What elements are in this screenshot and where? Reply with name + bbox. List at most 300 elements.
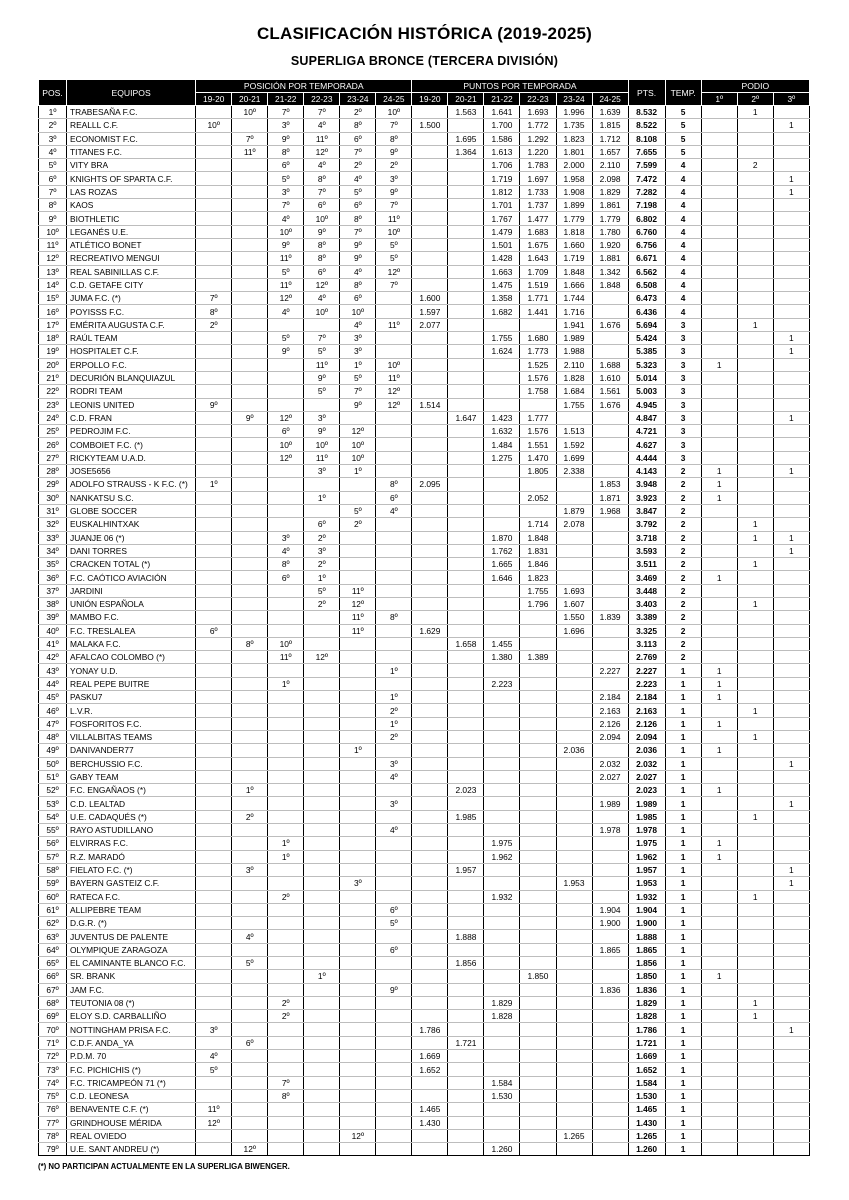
cell-pts-24-25: 1.639 bbox=[592, 106, 628, 119]
cell-pts-23-24 bbox=[556, 730, 592, 743]
cell-pts-20-21 bbox=[448, 1076, 484, 1089]
cell-seasons-count: 4 bbox=[665, 305, 701, 318]
cell-total-points: 5.424 bbox=[628, 332, 665, 345]
cell-pts-19-20: 1.514 bbox=[412, 398, 448, 411]
cell-podio-third bbox=[773, 890, 809, 903]
cell-pts-23-24 bbox=[556, 1063, 592, 1076]
cell-podio-first: 1 bbox=[701, 970, 737, 983]
cell-pos-19-20 bbox=[196, 850, 232, 863]
cell-position: 74º bbox=[39, 1076, 67, 1089]
cell-pos-20-21 bbox=[232, 730, 268, 743]
cell-pos-22-23 bbox=[304, 890, 340, 903]
cell-pos-21-22 bbox=[268, 385, 304, 398]
cell-pts-23-24 bbox=[556, 558, 592, 571]
cell-podio-third bbox=[773, 571, 809, 584]
cell-podio-first: 1 bbox=[701, 691, 737, 704]
cell-podio-second bbox=[737, 637, 773, 650]
table-row bbox=[39, 504, 810, 517]
cell-pts-24-25 bbox=[592, 438, 628, 451]
cell-pos-24-25 bbox=[376, 1063, 412, 1076]
cell-pos-23-24: 11º bbox=[340, 611, 376, 624]
cell-pts-22-23: 1.576 bbox=[520, 425, 556, 438]
cell-podio-second: 1 bbox=[737, 810, 773, 823]
cell-podio-second bbox=[737, 744, 773, 757]
cell-pos-22-23 bbox=[304, 824, 340, 837]
cell-pos-20-21 bbox=[232, 332, 268, 345]
cell-pos-22-23 bbox=[304, 770, 340, 783]
cell-pos-20-21: 3º bbox=[232, 863, 268, 876]
cell-team-name: TEUTONIA 08 (*) bbox=[67, 996, 196, 1009]
cell-pts-23-24 bbox=[556, 1023, 592, 1036]
cell-pos-22-23: 3º bbox=[304, 544, 340, 557]
cell-pts-20-21 bbox=[448, 1143, 484, 1156]
cell-pts-19-20 bbox=[412, 544, 448, 557]
cell-pts-20-21 bbox=[448, 877, 484, 890]
cell-position: 17º bbox=[39, 318, 67, 331]
cell-pos-21-22 bbox=[268, 1063, 304, 1076]
cell-pos-24-25: 2º bbox=[376, 159, 412, 172]
cell-pts-19-20 bbox=[412, 371, 448, 384]
cell-pos-20-21 bbox=[232, 970, 268, 983]
cell-pts-19-20 bbox=[412, 212, 448, 225]
cell-seasons-count: 2 bbox=[665, 624, 701, 637]
cell-podio-third: 1 bbox=[773, 797, 809, 810]
cell-pos-21-22 bbox=[268, 1050, 304, 1063]
cell-position: 58º bbox=[39, 863, 67, 876]
cell-pos-20-21 bbox=[232, 185, 268, 198]
cell-pts-21-22: 1.584 bbox=[484, 1076, 520, 1089]
cell-pos-21-22: 9º bbox=[268, 132, 304, 145]
cell-seasons-count: 1 bbox=[665, 943, 701, 956]
cell-podio-third bbox=[773, 717, 809, 730]
table-row bbox=[39, 624, 810, 637]
cell-pos-21-22 bbox=[268, 957, 304, 970]
cell-pos-24-25: 10º bbox=[376, 106, 412, 119]
cell-pts-22-23 bbox=[520, 957, 556, 970]
cell-pos-23-24 bbox=[340, 970, 376, 983]
table-row bbox=[39, 837, 810, 850]
cell-team-name: RATECA F.C. bbox=[67, 890, 196, 903]
cell-pts-20-21 bbox=[448, 651, 484, 664]
cell-pos-21-22 bbox=[268, 757, 304, 770]
cell-pos-21-22 bbox=[268, 518, 304, 531]
cell-pts-23-24: 1.879 bbox=[556, 504, 592, 517]
cell-pos-22-23 bbox=[304, 504, 340, 517]
cell-pts-21-22: 1.682 bbox=[484, 305, 520, 318]
cell-pts-19-20 bbox=[412, 1076, 448, 1089]
cell-pts-19-20 bbox=[412, 651, 448, 664]
cell-pts-23-24: 1.941 bbox=[556, 318, 592, 331]
cell-podio-first bbox=[701, 185, 737, 198]
cell-pts-21-22 bbox=[484, 903, 520, 916]
cell-total-points: 3.448 bbox=[628, 584, 665, 597]
cell-podio-first bbox=[701, 318, 737, 331]
cell-pos-23-24: 10º bbox=[340, 451, 376, 464]
cell-pts-20-21 bbox=[448, 238, 484, 251]
table-row bbox=[39, 863, 810, 876]
cell-position: 14º bbox=[39, 278, 67, 291]
cell-position: 7º bbox=[39, 185, 67, 198]
cell-podio-third bbox=[773, 1103, 809, 1116]
cell-pts-20-21 bbox=[448, 1023, 484, 1036]
cell-pos-24-25: 2º bbox=[376, 730, 412, 743]
cell-team-name: EMÉRITA AUGUSTA C.F. bbox=[67, 318, 196, 331]
cell-pts-24-25 bbox=[592, 996, 628, 1009]
header-podio-3: 3º bbox=[773, 93, 809, 106]
cell-podio-third bbox=[773, 225, 809, 238]
cell-podio-third: 1 bbox=[773, 465, 809, 478]
cell-total-points: 3.389 bbox=[628, 611, 665, 624]
cell-podio-second bbox=[737, 292, 773, 305]
cell-team-name: RODRI TEAM bbox=[67, 385, 196, 398]
cell-pos-23-24: 7º bbox=[340, 225, 376, 238]
cell-pos-20-21 bbox=[232, 611, 268, 624]
cell-total-points: 8.522 bbox=[628, 119, 665, 132]
cell-pts-23-24: 1.660 bbox=[556, 238, 592, 251]
cell-podio-first bbox=[701, 411, 737, 424]
cell-podio-second bbox=[737, 717, 773, 730]
cell-position: 6º bbox=[39, 172, 67, 185]
cell-pos-22-23 bbox=[304, 863, 340, 876]
cell-seasons-count: 1 bbox=[665, 677, 701, 690]
cell-team-name: YONAY U.D. bbox=[67, 664, 196, 677]
cell-pos-20-21 bbox=[232, 624, 268, 637]
cell-pts-22-23 bbox=[520, 850, 556, 863]
cell-pts-23-24: 2.036 bbox=[556, 744, 592, 757]
cell-pos-20-21: 10º bbox=[232, 106, 268, 119]
cell-pts-20-21: 1.721 bbox=[448, 1036, 484, 1049]
cell-position: 42º bbox=[39, 651, 67, 664]
cell-seasons-count: 3 bbox=[665, 345, 701, 358]
cell-podio-second bbox=[737, 278, 773, 291]
cell-pts-22-23: 1.477 bbox=[520, 212, 556, 225]
cell-pos-23-24 bbox=[340, 677, 376, 690]
cell-seasons-count: 1 bbox=[665, 1089, 701, 1102]
cell-total-points: 4.627 bbox=[628, 438, 665, 451]
cell-pos-19-20 bbox=[196, 278, 232, 291]
cell-podio-third: 1 bbox=[773, 185, 809, 198]
cell-team-name: DECURIÓN BLANQUIAZUL bbox=[67, 371, 196, 384]
cell-podio-first bbox=[701, 957, 737, 970]
cell-pts-22-23 bbox=[520, 398, 556, 411]
cell-pos-21-22: 5º bbox=[268, 265, 304, 278]
table-row bbox=[39, 943, 810, 956]
cell-pts-20-21 bbox=[448, 345, 484, 358]
cell-pts-24-25 bbox=[592, 970, 628, 983]
cell-pts-22-23 bbox=[520, 611, 556, 624]
cell-podio-third bbox=[773, 824, 809, 837]
cell-seasons-count: 1 bbox=[665, 877, 701, 890]
cell-pts-22-23: 1.693 bbox=[520, 106, 556, 119]
cell-pos-24-25: 8º bbox=[376, 611, 412, 624]
cell-pos-21-22 bbox=[268, 704, 304, 717]
cell-pts-20-21 bbox=[448, 332, 484, 345]
cell-pos-19-20 bbox=[196, 558, 232, 571]
cell-pos-20-21 bbox=[232, 996, 268, 1009]
cell-seasons-count: 1 bbox=[665, 1129, 701, 1142]
cell-podio-first bbox=[701, 238, 737, 251]
cell-pts-23-24: 1.735 bbox=[556, 119, 592, 132]
cell-pos-22-23: 8º bbox=[304, 238, 340, 251]
cell-podio-third bbox=[773, 810, 809, 823]
cell-podio-third bbox=[773, 943, 809, 956]
cell-pts-22-23: 1.771 bbox=[520, 292, 556, 305]
cell-pos-24-25: 2º bbox=[376, 704, 412, 717]
cell-pts-20-21 bbox=[448, 757, 484, 770]
cell-pts-19-20 bbox=[412, 332, 448, 345]
cell-pts-19-20 bbox=[412, 558, 448, 571]
header-pos-season: 23-24 bbox=[340, 93, 376, 106]
cell-pts-21-22: 1.975 bbox=[484, 837, 520, 850]
cell-position: 56º bbox=[39, 837, 67, 850]
cell-pts-22-23: 1.389 bbox=[520, 651, 556, 664]
table-row bbox=[39, 850, 810, 863]
cell-pts-20-21 bbox=[448, 704, 484, 717]
cell-podio-second: 1 bbox=[737, 1010, 773, 1023]
cell-podio-first bbox=[701, 544, 737, 557]
cell-pos-23-24 bbox=[340, 1063, 376, 1076]
cell-pts-22-23 bbox=[520, 717, 556, 730]
cell-podio-first bbox=[701, 810, 737, 823]
cell-podio-second bbox=[737, 784, 773, 797]
cell-pts-20-21 bbox=[448, 664, 484, 677]
cell-podio-first bbox=[701, 332, 737, 345]
cell-total-points: 2.036 bbox=[628, 744, 665, 757]
cell-pts-20-21 bbox=[448, 917, 484, 930]
cell-pos-19-20 bbox=[196, 957, 232, 970]
cell-pts-21-22 bbox=[484, 863, 520, 876]
cell-team-name: C.D.F. ANDA_YA bbox=[67, 1036, 196, 1049]
cell-pos-23-24 bbox=[340, 757, 376, 770]
cell-team-name: HOSPITALET C.F. bbox=[67, 345, 196, 358]
cell-pts-21-22: 1.586 bbox=[484, 132, 520, 145]
cell-pos-21-22: 12º bbox=[268, 451, 304, 464]
cell-pts-24-25: 1.676 bbox=[592, 398, 628, 411]
cell-podio-second: 1 bbox=[737, 558, 773, 571]
cell-pts-23-24 bbox=[556, 770, 592, 783]
cell-total-points: 1.530 bbox=[628, 1089, 665, 1102]
cell-seasons-count: 2 bbox=[665, 651, 701, 664]
table-row bbox=[39, 664, 810, 677]
cell-seasons-count: 2 bbox=[665, 571, 701, 584]
cell-pos-20-21 bbox=[232, 172, 268, 185]
cell-seasons-count: 1 bbox=[665, 890, 701, 903]
cell-podio-second bbox=[737, 345, 773, 358]
cell-seasons-count: 2 bbox=[665, 478, 701, 491]
cell-pos-23-24: 9º bbox=[340, 398, 376, 411]
cell-pos-24-25: 1º bbox=[376, 691, 412, 704]
cell-seasons-count: 1 bbox=[665, 930, 701, 943]
cell-pos-21-22 bbox=[268, 398, 304, 411]
cell-pos-20-21 bbox=[232, 159, 268, 172]
cell-pts-22-23 bbox=[520, 730, 556, 743]
cell-pos-24-25: 4º bbox=[376, 824, 412, 837]
cell-pts-21-22: 1.632 bbox=[484, 425, 520, 438]
cell-pos-24-25: 6º bbox=[376, 943, 412, 956]
cell-pos-20-21: 9º bbox=[232, 411, 268, 424]
cell-pos-24-25: 1º bbox=[376, 717, 412, 730]
cell-pos-22-23: 10º bbox=[304, 438, 340, 451]
cell-pos-23-24: 7º bbox=[340, 145, 376, 158]
cell-team-name: BENAVENTE C.F. (*) bbox=[67, 1103, 196, 1116]
cell-pos-19-20 bbox=[196, 717, 232, 730]
cell-pts-22-23: 1.470 bbox=[520, 451, 556, 464]
cell-pos-23-24 bbox=[340, 664, 376, 677]
cell-position: 23º bbox=[39, 398, 67, 411]
cell-pts-19-20 bbox=[412, 810, 448, 823]
cell-team-name: U.E. CADAQUÉS (*) bbox=[67, 810, 196, 823]
cell-pts-23-24 bbox=[556, 1036, 592, 1049]
cell-position: 65º bbox=[39, 957, 67, 970]
cell-pos-24-25 bbox=[376, 292, 412, 305]
table-row bbox=[39, 1076, 810, 1089]
cell-pos-20-21 bbox=[232, 1063, 268, 1076]
table-row bbox=[39, 518, 810, 531]
cell-pos-23-24: 4º bbox=[340, 172, 376, 185]
cell-pts-21-22 bbox=[484, 797, 520, 810]
cell-pts-23-24 bbox=[556, 1103, 592, 1116]
cell-pos-22-23 bbox=[304, 1023, 340, 1036]
cell-podio-second bbox=[737, 425, 773, 438]
cell-podio-third bbox=[773, 704, 809, 717]
cell-pos-19-20 bbox=[196, 597, 232, 610]
cell-seasons-count: 1 bbox=[665, 1103, 701, 1116]
cell-pos-20-21 bbox=[232, 292, 268, 305]
table-row bbox=[39, 784, 810, 797]
cell-seasons-count: 4 bbox=[665, 172, 701, 185]
cell-pos-20-21 bbox=[232, 504, 268, 517]
cell-pts-22-23 bbox=[520, 1023, 556, 1036]
cell-pts-22-23 bbox=[520, 504, 556, 517]
cell-podio-third: 1 bbox=[773, 1023, 809, 1036]
cell-pos-22-23: 9º bbox=[304, 225, 340, 238]
cell-pts-19-20 bbox=[412, 704, 448, 717]
cell-podio-first bbox=[701, 996, 737, 1009]
cell-podio-third bbox=[773, 691, 809, 704]
cell-pos-23-24 bbox=[340, 784, 376, 797]
cell-pts-21-22: 1.829 bbox=[484, 996, 520, 1009]
cell-pts-22-23: 1.519 bbox=[520, 278, 556, 291]
cell-position: 68º bbox=[39, 996, 67, 1009]
cell-podio-second bbox=[737, 438, 773, 451]
cell-team-name: DANIVANDER77 bbox=[67, 744, 196, 757]
cell-team-name: LAS ROZAS bbox=[67, 185, 196, 198]
cell-total-points: 2.223 bbox=[628, 677, 665, 690]
cell-podio-second bbox=[737, 651, 773, 664]
cell-pos-23-24: 12º bbox=[340, 425, 376, 438]
cell-total-points: 4.143 bbox=[628, 465, 665, 478]
cell-pos-21-22 bbox=[268, 970, 304, 983]
cell-pos-19-20: 4º bbox=[196, 1050, 232, 1063]
cell-pts-20-21 bbox=[448, 172, 484, 185]
cell-pos-22-23: 9º bbox=[304, 371, 340, 384]
cell-pts-23-24 bbox=[556, 544, 592, 557]
cell-podio-second bbox=[737, 132, 773, 145]
cell-total-points: 5.323 bbox=[628, 358, 665, 371]
cell-podio-second bbox=[737, 930, 773, 943]
cell-pts-24-25 bbox=[592, 1129, 628, 1142]
cell-pos-23-24: 1º bbox=[340, 465, 376, 478]
cell-pts-24-25 bbox=[592, 332, 628, 345]
cell-pos-19-20 bbox=[196, 996, 232, 1009]
cell-pts-21-22: 1.755 bbox=[484, 332, 520, 345]
cell-pts-21-22: 1.932 bbox=[484, 890, 520, 903]
cell-pos-19-20: 9º bbox=[196, 398, 232, 411]
cell-pos-23-24 bbox=[340, 850, 376, 863]
cell-seasons-count: 1 bbox=[665, 797, 701, 810]
cell-pts-21-22 bbox=[484, 358, 520, 371]
cell-total-points: 1.957 bbox=[628, 863, 665, 876]
cell-pts-21-22 bbox=[484, 930, 520, 943]
cell-team-name: BIOTHLETIC bbox=[67, 212, 196, 225]
cell-pos-20-21 bbox=[232, 890, 268, 903]
cell-pts-19-20 bbox=[412, 611, 448, 624]
cell-pts-20-21 bbox=[448, 491, 484, 504]
table-row bbox=[39, 824, 810, 837]
cell-pos-20-21 bbox=[232, 850, 268, 863]
cell-pts-24-25: 1.657 bbox=[592, 145, 628, 158]
cell-position: 21º bbox=[39, 371, 67, 384]
cell-pts-24-25: 2.098 bbox=[592, 172, 628, 185]
cell-pts-22-23 bbox=[520, 624, 556, 637]
cell-pos-24-25 bbox=[376, 1050, 412, 1063]
cell-pos-20-21 bbox=[232, 584, 268, 597]
cell-podio-second bbox=[737, 1089, 773, 1102]
cell-total-points: 5.003 bbox=[628, 385, 665, 398]
cell-pts-24-25: 1.904 bbox=[592, 903, 628, 916]
cell-pts-21-22: 1.646 bbox=[484, 571, 520, 584]
cell-pos-23-24 bbox=[340, 691, 376, 704]
table-row bbox=[39, 744, 810, 757]
table-row bbox=[39, 903, 810, 916]
cell-pts-21-22 bbox=[484, 465, 520, 478]
cell-team-name: RAYO ASTUDILLANO bbox=[67, 824, 196, 837]
cell-podio-second bbox=[737, 1116, 773, 1129]
cell-pos-24-25 bbox=[376, 345, 412, 358]
cell-pos-23-24: 2º bbox=[340, 159, 376, 172]
cell-pts-22-23 bbox=[520, 903, 556, 916]
cell-pos-19-20 bbox=[196, 757, 232, 770]
cell-pts-19-20 bbox=[412, 345, 448, 358]
cell-pos-19-20 bbox=[196, 797, 232, 810]
cell-seasons-count: 4 bbox=[665, 199, 701, 212]
cell-pos-23-24: 3º bbox=[340, 345, 376, 358]
cell-pos-23-24 bbox=[340, 558, 376, 571]
cell-pts-24-25: 2.094 bbox=[592, 730, 628, 743]
cell-podio-first bbox=[701, 1129, 737, 1142]
cell-team-name: PASKU7 bbox=[67, 691, 196, 704]
cell-pts-19-20 bbox=[412, 225, 448, 238]
cell-pts-23-24 bbox=[556, 837, 592, 850]
table-row bbox=[39, 1050, 810, 1063]
cell-total-points: 2.023 bbox=[628, 784, 665, 797]
cell-pos-22-23: 8º bbox=[304, 172, 340, 185]
cell-pts-24-25 bbox=[592, 930, 628, 943]
cell-pts-21-22 bbox=[484, 624, 520, 637]
cell-position: 33º bbox=[39, 531, 67, 544]
cell-pts-19-20 bbox=[412, 265, 448, 278]
cell-pos-20-21 bbox=[232, 917, 268, 930]
cell-pos-19-20 bbox=[196, 358, 232, 371]
cell-team-name: AFALCAO COLOMBO (*) bbox=[67, 651, 196, 664]
cell-pts-20-21: 1.658 bbox=[448, 637, 484, 650]
cell-pos-21-22 bbox=[268, 584, 304, 597]
cell-position: 5º bbox=[39, 159, 67, 172]
cell-pos-19-20 bbox=[196, 1076, 232, 1089]
cell-position: 4º bbox=[39, 145, 67, 158]
cell-pos-19-20 bbox=[196, 531, 232, 544]
header-pts-season: 19-20 bbox=[412, 93, 448, 106]
